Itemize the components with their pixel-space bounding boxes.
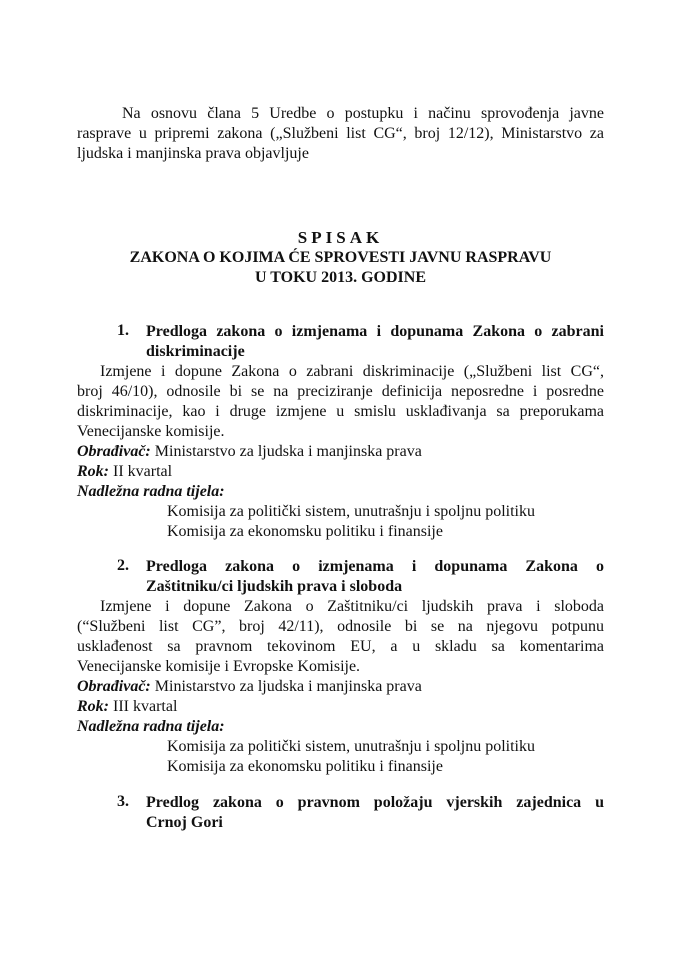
title-year: U TOKU 2013. GODINE [255, 269, 426, 286]
item-body-line: Izmjene i dopune Zakona o Zaštitniku/ci ljudskih prava i sloboda [100, 598, 604, 615]
item-heading-line: diskriminacije [146, 343, 245, 360]
item-heading-line: Predloga zakona o izmjenama i dopunama Zakona o zabrani [146, 323, 604, 340]
obradjivac-value: Ministarstvo za ljudska i manjinska prava [154, 443, 422, 460]
rok-value: III kvartal [113, 698, 178, 715]
item-body-line: diskriminacije, kao i druge izmjene u smislu usklađivanja sa preporukama [77, 403, 604, 420]
list-item [77, 322, 604, 542]
nadlezna-label: Nadležna radna tijela: [77, 718, 225, 735]
item-body-line: broj 46/10), odnosile bi se na preciziranje definicija neposredne i posredne [77, 383, 604, 400]
item-number: 2. [117, 557, 129, 574]
intro-line: rasprave u pripremi zakona („Službeni list CG“, broj 12/12), Ministarstvo za [77, 125, 604, 142]
item-body-line: Venecijanske komisije. [77, 423, 225, 440]
item-heading-line: Crnoj Gori [146, 814, 223, 831]
obradjivac-value: Ministarstvo za ljudska i manjinska prava [154, 678, 422, 695]
item-number: 1. [117, 322, 129, 339]
obradjivac-row [77, 677, 604, 697]
item-heading-line: Predlog zakona o pravnom položaju vjerskih zajednica u [146, 794, 604, 811]
list-item [77, 557, 604, 777]
rok-row [77, 697, 604, 717]
intro-line: ljudska i manjinska prava objavljuje [77, 145, 309, 162]
item-number: 3. [117, 793, 129, 810]
nadlezna-label: Nadležna radna tijela: [77, 483, 225, 500]
rok-value: II kvartal [113, 463, 173, 480]
document-title [77, 228, 604, 288]
rok-row [77, 462, 604, 482]
item-heading [77, 557, 604, 597]
obradjivac-label: Obrađivač: [77, 678, 151, 695]
tijelo-item: Komisija za ekonomsku politiku i finansije [167, 758, 443, 775]
item-heading [77, 793, 604, 833]
item-heading-line: Predloga zakona o izmjenama i dopunama Zakona o [146, 558, 604, 575]
tijelo-item: Komisija za politički sistem, unutrašnju i spoljnu politiku [167, 738, 535, 755]
item-heading-line: Zaštitniku/ci ljudskih prava i sloboda [146, 578, 403, 595]
title-subtitle: ZAKONA O KOJIMA ĆE SPROVESTI JAVNU RASPRAVU [129, 249, 552, 266]
tijelo-item: Komisija za politički sistem, unutrašnju i spoljnu politiku [167, 503, 535, 520]
list-item [77, 793, 604, 833]
obradjivac-label: Obrađivač: [77, 443, 151, 460]
title-spisak: SPISAK [297, 228, 384, 247]
tijelo-item: Komisija za ekonomsku politiku i finansije [167, 523, 443, 540]
intro-paragraph [77, 104, 604, 164]
item-body-line: usklađenost sa pravnom tekovinom EU, a u skladu sa komentarima [77, 638, 604, 655]
obradjivac-row [77, 442, 604, 462]
item-body-line: Izmjene i dopune Zakona o zabrani diskriminacije („Službeni list CG“, [100, 363, 604, 380]
item-body-line: (“Službeni list CG”, broj 42/11), odnosile bi se na njegovu potpunu [77, 618, 604, 635]
item-body-line: Venecijanske komisije i Evropske Komisije. [77, 658, 361, 675]
rok-label: Rok: [77, 463, 109, 480]
intro-line: Na osnovu člana 5 Uredbe o postupku i načinu sprovođenja javne [122, 105, 604, 122]
document-page [77, 104, 604, 833]
rok-label: Rok: [77, 698, 109, 715]
item-heading [77, 322, 604, 362]
